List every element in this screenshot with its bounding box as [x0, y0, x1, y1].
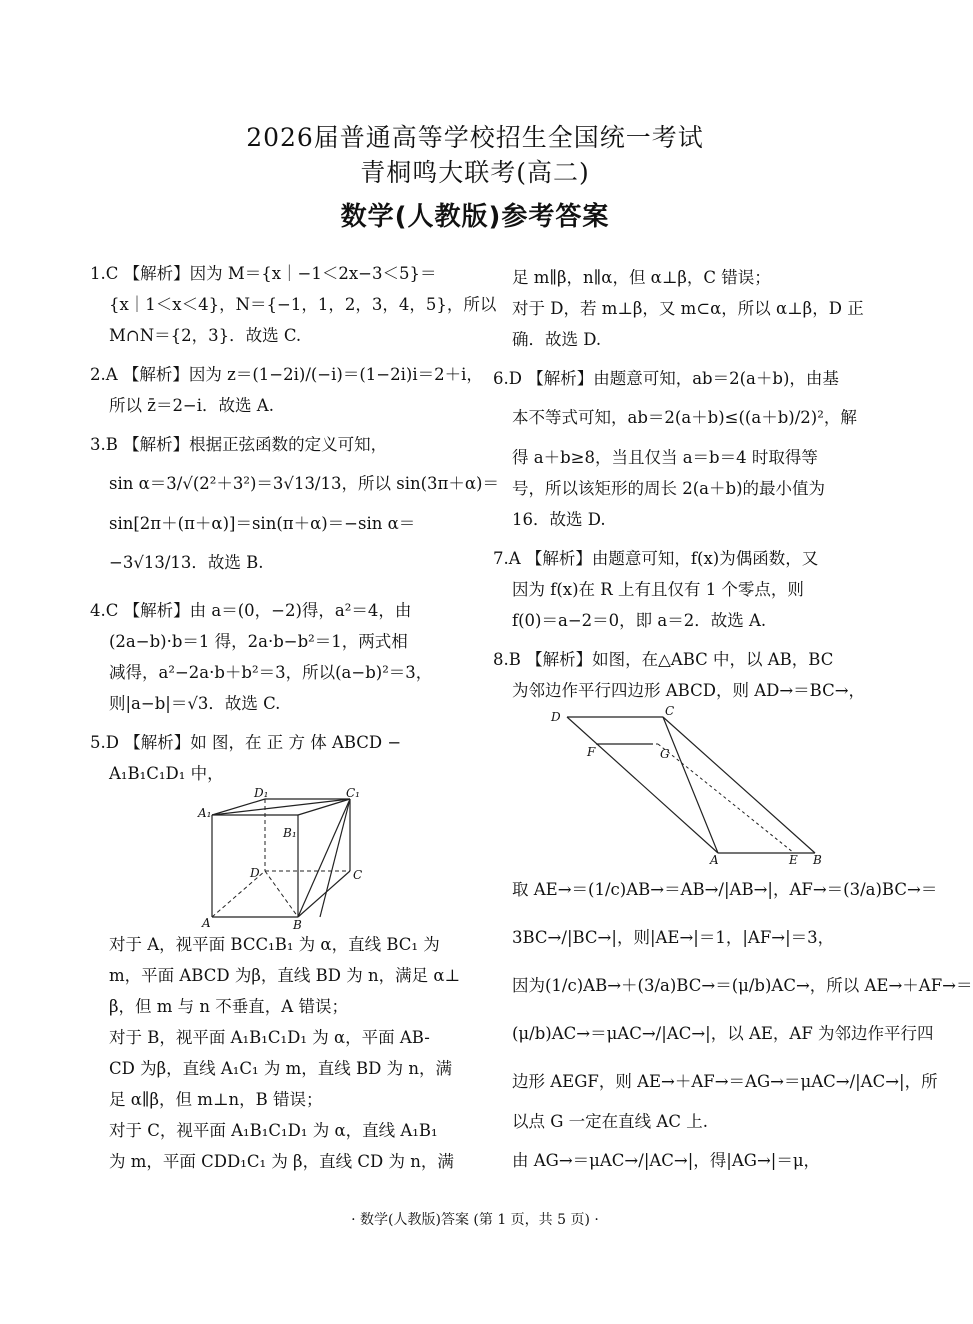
- label-a: A: [202, 916, 211, 930]
- cube-figure: [90, 786, 455, 932]
- text-line: 确．故选 D.: [512, 330, 602, 349]
- diag-a1c1: [212, 799, 350, 815]
- question-1: [90, 258, 497, 351]
- text-line: {x｜1＜x＜4}，N＝{−1，1，2，3，4，5}，所以: [109, 295, 497, 314]
- text-line: 对于 D，若 m⊥β，又 m⊂α，所以 α⊥β，D 正: [512, 299, 864, 318]
- text-line: 6.D 【解析】由题意可知，ab＝2(a＋b)，由基: [493, 369, 839, 388]
- text-line: 为邻边作平行四边形 ABCD，则 AD→＝BC→，: [512, 681, 866, 700]
- text-line: sin[2π＋(π＋α)]＝sin(π＋α)＝−sin α＝: [109, 514, 416, 533]
- label-c: C: [353, 868, 363, 882]
- question-7: [493, 543, 863, 636]
- text-line: 因为(1/c)AB→＋(3/a)BC→＝(μ/b)AC→，所以 AE→＋AF→＝: [512, 976, 973, 995]
- question-4: [90, 595, 455, 719]
- text-line: 2.A 【解析】因为 z＝(1−2i)/(−i)＝(1−2i)i＝2＋i，: [90, 365, 483, 384]
- left-column: [90, 258, 499, 1177]
- label-g: G: [660, 747, 670, 761]
- text-line: 则|a−b|＝√3．故选 C.: [109, 694, 281, 713]
- label-d: D: [551, 710, 561, 724]
- label-a: A: [710, 853, 719, 867]
- question-5: [90, 727, 460, 1177]
- text-line: 16．故选 D.: [512, 510, 606, 529]
- text-line: 1.C 【解析】因为 M＝{x｜−1＜2x−3＜5}＝: [90, 264, 437, 283]
- edge-da: [567, 717, 718, 853]
- text-line: 3.B 【解析】根据正弦函数的定义可知，: [90, 435, 388, 454]
- question-2: [90, 359, 483, 421]
- segment-ge: [658, 744, 794, 853]
- text-line: 边形 AEGF，则 AE→＋AF→＝AG→＝μAC→/|AC→|，所: [512, 1072, 938, 1091]
- text-line: (2a−b)·b＝1 得，2a·b−b²＝1，两式相: [109, 632, 408, 651]
- question-8: [493, 644, 973, 1185]
- label-b: B: [293, 918, 302, 932]
- text-line: 7.A 【解析】由题意可知，f(x)为偶函数，又: [493, 549, 819, 568]
- text-line: 因为 f(x)在 R 上有且仅有 1 个零点，则: [512, 580, 804, 599]
- question-5-continued: [493, 262, 863, 355]
- edge-cb: [663, 717, 815, 853]
- text-line: f(0)＝a−2＝0，即 a＝2．故选 A.: [512, 611, 767, 630]
- text-line: 所以 z̄＝2−i．故选 A.: [109, 396, 274, 415]
- label-b: B: [813, 853, 822, 867]
- text-line: β，但 m 与 n 不垂直，A 错误；: [109, 997, 348, 1016]
- label-b1: B₁: [283, 826, 297, 840]
- text-line: 由 AG→＝μAC→/|AC→|，得|AG→|＝μ，: [512, 1151, 821, 1170]
- label-c1: C₁: [346, 786, 360, 800]
- label-f: F: [587, 745, 596, 759]
- edge-b1c1: [298, 799, 350, 815]
- label-e: E: [789, 853, 798, 867]
- text-line: 3BC→/|BC→|，则|AE→|＝1，|AF→|＝3，: [512, 928, 835, 947]
- answer-key-title: 数学(人教版)参考答案: [340, 202, 610, 232]
- text-line: 以点 G 一定在直线 AC 上.: [512, 1112, 708, 1131]
- text-line: 足 α∥β，但 m⊥n，B 错误；: [109, 1090, 323, 1109]
- text-line: 对于 C，视平面 A₁B₁C₁D₁ 为 α，直线 A₁B₁: [109, 1121, 438, 1140]
- label-c: C: [665, 704, 675, 718]
- text-line: 8.B 【解析】如图，在△ABC 中，以 AB，BC: [493, 650, 834, 669]
- exam-title: 2026届普通高等学校招生全国统一考试: [246, 123, 704, 152]
- label-d: D: [250, 866, 260, 880]
- label-a1: A₁: [198, 806, 212, 820]
- text-line: sin α＝3/√(2²＋3²)＝3√13/13，所以 sin(3π＋α)＝: [109, 474, 499, 493]
- text-line: 号，所以该矩形的周长 2(a＋b)的最小值为: [512, 479, 826, 498]
- text-line: 4.C 【解析】由 a＝(0，−2)得，a²＝4，由: [90, 601, 412, 620]
- text-line: m，平面 ABCD 为β，直线 BD 为 n，满足 α⊥: [109, 966, 460, 985]
- text-line: 本不等式可知，ab＝2(a＋b)≤((a＋b)/2)²，解: [512, 408, 857, 427]
- text-line: M∩N＝{2，3}．故选 C.: [109, 326, 302, 345]
- text-line: 5.D 【解析】如 图，在 正 方 体 ABCD −: [90, 733, 402, 752]
- edge-bc: [298, 871, 350, 917]
- text-line: 取 AE→＝(1/c)AB→＝AB→/|AB→|，AF→＝(3/a)BC→＝: [512, 880, 938, 899]
- text-line: 为 m，平面 CDD₁C₁ 为 β，直线 CD 为 n，满: [109, 1152, 454, 1171]
- text-line: 得 a＋b≥8，当且仅当 a＝b＝4 时取得等: [512, 448, 818, 467]
- text-line: CD 为β，直线 A₁C₁ 为 m，直线 BD 为 n，满: [109, 1059, 453, 1078]
- right-column: [493, 262, 973, 1185]
- text-line: 对于 B，视平面 A₁B₁C₁D₁ 为 α，平面 AB-: [109, 1028, 430, 1047]
- diag-bd-hidden: [265, 871, 298, 917]
- text-line: 足 m∥β，n∥α，但 α⊥β，C 错误；: [512, 268, 771, 287]
- question-3: [90, 429, 499, 587]
- text-line: 减得，a²−2a·b＋b²＝3，所以(a−b)²＝3，: [109, 663, 433, 682]
- parallelogram-figure: [493, 706, 863, 866]
- label-d1: D₁: [254, 786, 269, 800]
- text-line: 对于 A，视平面 BCC₁B₁ 为 α，直线 BC₁ 为: [109, 935, 440, 954]
- edge-a1d1: [212, 799, 265, 815]
- text-line: −3√13/13．故选 B.: [109, 553, 264, 572]
- exam-subtitle: 青桐鸣大联考(高二): [360, 158, 590, 187]
- page-footer: · 数学(人教版)答案 (第 1 页，共 5 页) ·: [351, 1212, 599, 1228]
- text-line: (μ/b)AC→＝μAC→/|AC→|，以 AE，AF 为邻边作平行四: [512, 1024, 934, 1043]
- text-line: A₁B₁C₁D₁ 中，: [109, 764, 224, 783]
- question-6: [493, 363, 863, 535]
